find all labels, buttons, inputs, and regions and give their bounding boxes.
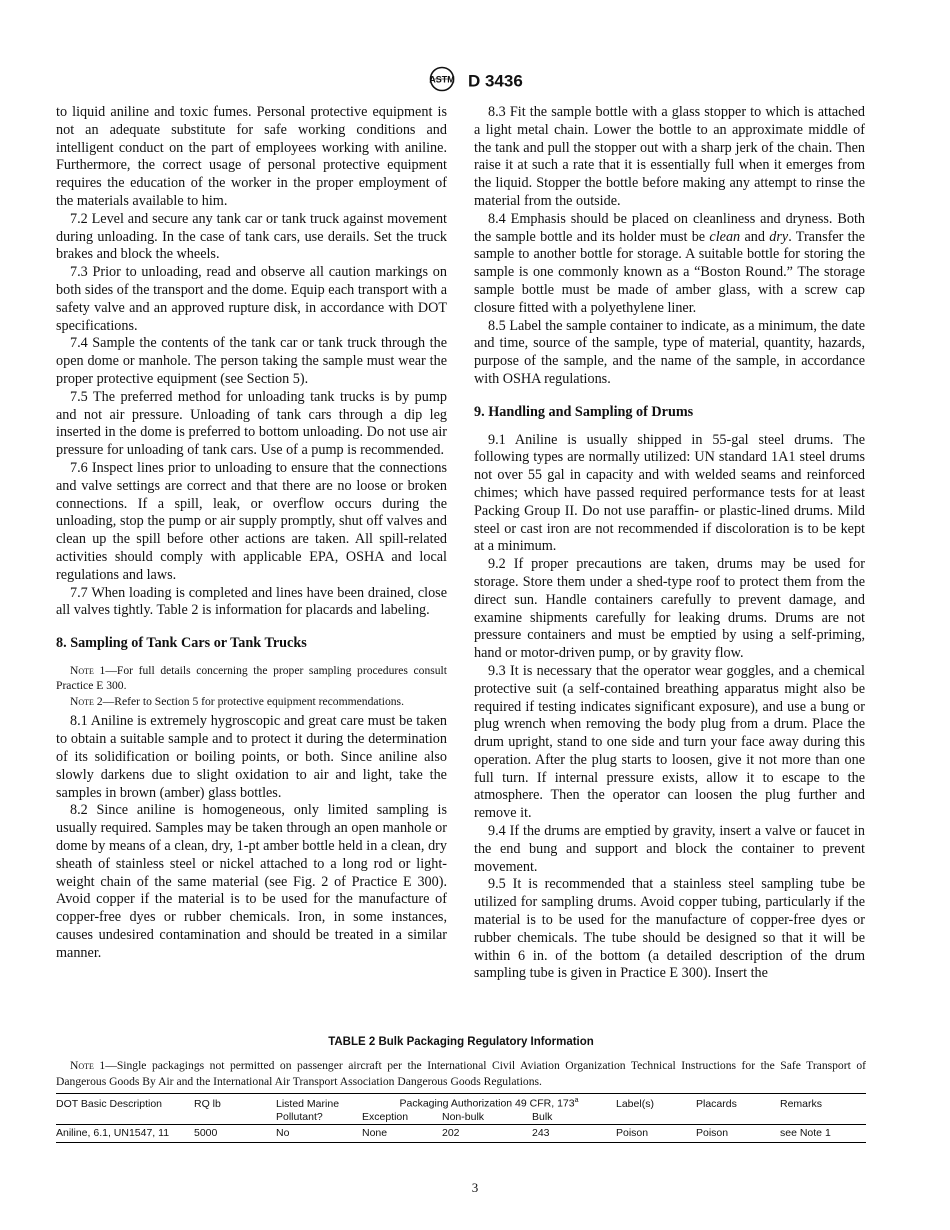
cell-dot: Aniline, 6.1, UN1547, 11 (56, 1124, 194, 1142)
svg-text:ASTM: ASTM (429, 74, 455, 85)
header-packaging-footnote-mark: a (574, 1097, 579, 1104)
header-exception: Exception (362, 1111, 442, 1125)
note-2 (56, 694, 447, 710)
note-2-label: Note 2 (70, 694, 103, 708)
emphasis-clean: clean (709, 228, 741, 245)
paragraph-8-4-part-b: . Transfer the sample to another bottle for storage. A suitable bottle for storing the sample is one commonly known as a “Boston Round.” The storage sample bottle must be made of amber glass, with a screw cap closure fitted with a polyethylene liner. (474, 228, 865, 316)
standard-designation: D 3436 (467, 71, 523, 91)
header-dot: DOT Basic Description (56, 1094, 194, 1111)
paragraph-7-3: 7.3 Prior to unloading, read and observe all caution markings on both sides of the transport and the dome. Equip each transport with a safety valve and an approved rupture disk, in accordance with DOT specifications. (56, 264, 447, 334)
page-header (0, 66, 950, 97)
header-bulk: Bulk (532, 1111, 616, 1125)
paragraph-8-1: 8.1 Aniline is extremely hygroscopic and great care must be taken to obtain a suitable sample and to protect it during the determination of its solidification or boiling points, or both. Since aniline also slowly darkens due to slight oxidation to air and light, take the samples in brown (amber) glass bottles. (56, 713, 447, 801)
paragraph-7-5: 7.5 The preferred method for unloading tank trucks is by pump and not air pressure. Unloading of tank cars through a dip leg inserted in the dome is preferred to bottom unloading. Do not use air pressure for unloading of tank cars. Use of a pump is recommended. (56, 388, 447, 459)
paragraph-8-4-and: and (740, 228, 770, 245)
section-heading-9: 9. Handling and Sampling of Drums (474, 403, 694, 420)
header-nonbulk: Non-bulk (442, 1111, 532, 1125)
header-remarks: Remarks (780, 1094, 866, 1111)
cell-labels: Poison (616, 1124, 696, 1142)
astm-logo (427, 66, 457, 97)
right-column (474, 104, 865, 983)
cell-remarks: see Note 1 (780, 1124, 866, 1142)
paragraph-9-5: 9.5 It is recommended that a stainless steel sampling tube be utilized for sampling drums. Avoid copper tubing, particularly if the material is to be used for the manufacture of copper-free dyes or rubber chemicals. The tube should be designed so that it will be within 6 in. of the bottom (a detailed description of the drum sampling tube is given in Practice E 300). Insert the (474, 876, 865, 982)
table-2-note (56, 1058, 866, 1089)
header-rq: RQ lb (194, 1094, 276, 1111)
paragraph-intro: to liquid aniline and toxic fumes. Personal protective equipment is not an adequate substitute for safe working conditions and intelligent conduct on the part of employees working with aniline. Furthermore, the correct usage of personal protective equipment requires the education of the worker in the proper employment of the materials available to him. (56, 104, 447, 209)
paragraph-8-4 (474, 211, 865, 318)
paragraph-9-4: 9.4 If the drums are emptied by gravity, insert a valve or faucet in the end bung and support and block the container to prevent movement. (474, 823, 865, 875)
table-2-note-text: —Single packagings not permitted on passenger aircraft per the International Civil Aviation Organization Technical Instructions for the Safe Transport of Dangerous Goods By Air and the International Air Transport Association Dangerous Goods Regulations. (56, 1059, 866, 1088)
header-placards: Placards (696, 1094, 780, 1111)
paragraph-7-2: 7.2 Level and secure any tank car or tank truck against movement during unloading. In the case of tank cars, use derails. Set the truck brakes and block the wheels. (56, 210, 447, 263)
header-labels: Label(s) (616, 1094, 696, 1111)
header-packaging (362, 1094, 616, 1111)
table-2-note-label: Note 1 (70, 1059, 106, 1072)
section-heading-8: 8. Sampling of Tank Cars or Tank Trucks (56, 635, 307, 652)
paragraph-8-2: 8.2 Since aniline is homogeneous, only limited sampling is usually required. Samples may be taken through an open manhole or dome by means of a clean, dry, 1-pt amber bottle held in a clean, dry sheath of stainless steel or nickel attached to a long rod or light-weight chain of the same material (see Fig. 2 of Practice E 300). Avoid copper if the material is to be used for the manufacture of copper-free dyes or rubber chemicals. Iron, in some instances, causes undesired contamination and should be treated in a similar manner. (56, 802, 447, 961)
paragraph-7-7: 7.7 When loading is completed and lines have been drained, close all valves tightly. Table 2 is information for placards and labeling. (56, 584, 447, 619)
cell-nonbulk: 202 (442, 1124, 532, 1142)
paragraph-9-2: 9.2 If proper precautions are taken, drums may be used for storage. Store them under a shed-type roof to protect them from the direct sun. Handle containers carefully to prevent damage, and examine shipments carefully for leaking drums. Drums are not pressure containers and must be emptied by using a self-priming, hand or motor-driven pump, or by gravity flow. (474, 556, 865, 662)
emphasis-dry: dry (769, 228, 789, 245)
cell-bulk: 243 (532, 1124, 616, 1142)
header-marine-2: Pollutant? (276, 1111, 362, 1125)
note-2-text: —Refer to Section 5 for protective equipment recommendations. (102, 694, 404, 708)
table-2-block (56, 1036, 866, 1143)
table-2-title: TABLE 2 Bulk Packaging Regulatory Information (328, 1036, 594, 1048)
paragraph-9-1: 9.1 Aniline is usually shipped in 55-gal steel drums. The following types are normally utilized: UN standard 1A1 steel drums not over 55 gal in capacity and with welded seams and reinforced chimes; which have passed required performance tests for at least Packing Group II. Do not use paraffin- or plastic-lined drums. Mild steel or cast iron are not recommended if discoloration is to be kept at a minimum. (474, 431, 865, 555)
header-marine-1: Listed Marine (276, 1094, 362, 1111)
page-number: 3 (471, 1180, 479, 1195)
paragraph-8-4-part-a: 8.4 Emphasis should be placed on cleanliness and dryness. Both the sample bottle and its holder must be (474, 210, 865, 245)
cell-placards: Poison (696, 1124, 780, 1142)
cell-rq: 5000 (194, 1124, 276, 1142)
paragraph-9-3: 9.3 It is necessary that the operator wear goggles, and a chemical protective suit (a self-contained breathing apparatus might also be required if testing indicates significant exposure), and use a bung or plug wrench when removing the body plug from a drum. Place the drum upright, stand to one side and turn your face away during this operation. After the plug starts to loosen, give it not more than one full turn. If internal pressure exists, allow it to escape to the atmosphere. Then the operator can loosen the plug further and remove it. (474, 662, 865, 822)
paragraph-8-5: 8.5 Label the sample container to indicate, as a minimum, the date and time, source of the sample, type of material, quantity, hazards, purpose of the sample, and the name of the sample, in accordance with OSHA regulations. (474, 317, 865, 387)
header-packaging-label: Packaging Authorization 49 CFR, 173 (399, 1097, 575, 1110)
paragraph-8-3: 8.3 Fit the sample bottle with a glass stopper to which is attached a light metal chain. Lower the bottle to an approximate middle of the tank and pull the stopper out with a sharp jerk of the chain. Then raise it at such a rate that it is essentially full when it emerges from the liquid. Stopper the bottle before making any attempt to rinse the material from the outside. (474, 104, 865, 209)
cell-marine: No (276, 1124, 362, 1142)
note-1-label: Note 1 (70, 663, 106, 677)
paragraph-7-6: 7.6 Inspect lines prior to unloading to ensure that the connections and valve settings are correct and that there are no loose or broken connections. If a spill, leak, or overflow occurs during the unloading, stop the pump or air supply promptly, shut off valves and clean up the spill before other actions are taken. All spill-related activities should comply with applicable EPA, OSHA and local regulations and laws. (56, 459, 447, 583)
cell-exception: None (362, 1124, 442, 1142)
note-1 (56, 663, 447, 694)
note-1-text: —For full details concerning the proper sampling procedures consult Practice E 300. (56, 663, 447, 693)
table-row (56, 1124, 866, 1142)
table-2 (56, 1093, 866, 1143)
paragraph-7-4: 7.4 Sample the contents of the tank car or tank truck through the open dome or manhole. The person taking the sample must wear the proper protective equipment (see Section 5). (56, 335, 447, 387)
left-column (56, 104, 447, 963)
